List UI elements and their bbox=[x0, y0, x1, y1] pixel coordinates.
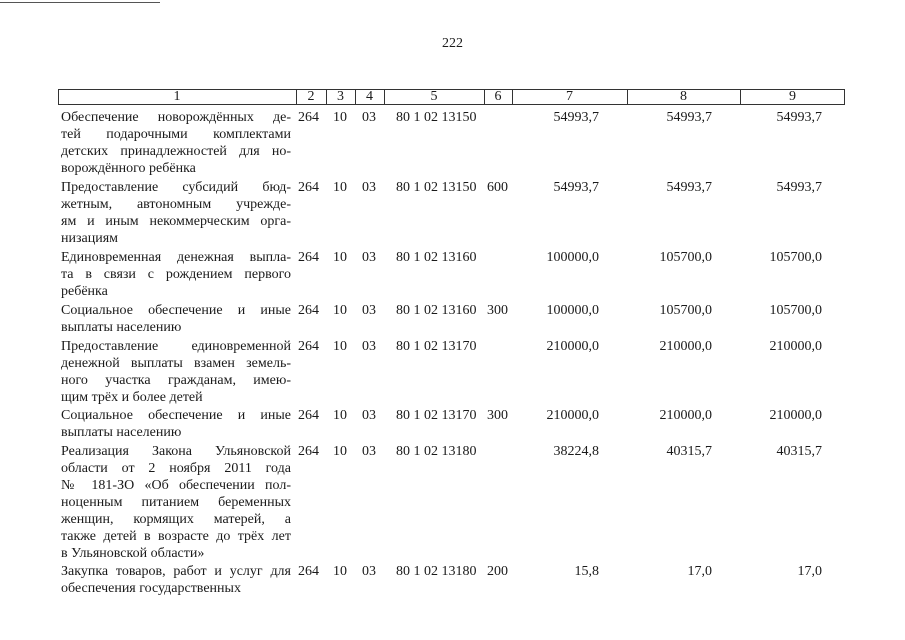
description-line: в Ульяновской области» bbox=[61, 546, 205, 561]
row-description bbox=[61, 179, 291, 247]
cell-c9: 17,0 bbox=[797, 564, 822, 579]
cell-c4: 03 bbox=[362, 444, 376, 459]
cell-c8: 105700,0 bbox=[659, 303, 712, 318]
cell-c8: 17,0 bbox=[687, 564, 712, 579]
header-cell-2: 2 bbox=[307, 89, 315, 104]
description-line: ям и иным некоммерческим орга- bbox=[61, 214, 291, 229]
header-cell-5: 5 bbox=[430, 89, 438, 104]
cell-c3: 10 bbox=[333, 303, 347, 318]
description-line: Социальное обеспечение и иные bbox=[61, 303, 291, 318]
cell-c2: 264 bbox=[298, 408, 319, 423]
description-line: щим трёх и более детей bbox=[61, 390, 203, 405]
cell-c7: 210000,0 bbox=[546, 339, 599, 354]
cell-c8: 210000,0 bbox=[659, 339, 712, 354]
row-description bbox=[61, 563, 291, 597]
cell-c3: 10 bbox=[333, 110, 347, 125]
description-line: ного участка гражданам, имею- bbox=[61, 373, 291, 388]
cell-c7: 38224,8 bbox=[553, 444, 599, 459]
cell-c8: 210000,0 bbox=[659, 408, 712, 423]
cell-c9: 54993,7 bbox=[776, 110, 822, 125]
cell-c5: 80 1 02 13160 bbox=[396, 250, 477, 265]
cell-c2: 264 bbox=[298, 564, 319, 579]
row-description bbox=[61, 407, 291, 441]
cell-c2: 264 bbox=[298, 250, 319, 265]
cell-c4: 03 bbox=[362, 180, 376, 195]
row-description bbox=[61, 302, 291, 336]
description-line: Предоставление субсидий бюд- bbox=[61, 180, 291, 195]
cell-c3: 10 bbox=[333, 339, 347, 354]
row-description bbox=[61, 249, 291, 300]
row-description bbox=[61, 109, 291, 177]
cell-c4: 03 bbox=[362, 110, 376, 125]
cell-c9: 105700,0 bbox=[769, 250, 822, 265]
cell-c7: 54993,7 bbox=[553, 180, 599, 195]
row-description bbox=[61, 338, 291, 406]
description-line: Социальное обеспечение и иные bbox=[61, 408, 291, 423]
description-line: ноценным питанием беременных bbox=[61, 495, 291, 510]
header-cell-9: 9 bbox=[789, 89, 796, 104]
cell-c9: 54993,7 bbox=[776, 180, 822, 195]
header-cell-6: 6 bbox=[494, 89, 502, 104]
cell-c9: 210000,0 bbox=[769, 408, 822, 423]
cell-c3: 10 bbox=[333, 180, 347, 195]
description-line: денежной выплаты взамен земель- bbox=[61, 356, 291, 371]
cell-c7: 100000,0 bbox=[546, 250, 599, 265]
cell-c5: 80 1 02 13170 bbox=[396, 408, 477, 423]
header-cell-1: 1 bbox=[173, 89, 181, 104]
cell-c3: 10 bbox=[333, 250, 347, 265]
header-cell-4: 4 bbox=[366, 89, 373, 104]
cell-c7: 210000,0 bbox=[546, 408, 599, 423]
cell-c5: 80 1 02 13170 bbox=[396, 339, 477, 354]
cell-c2: 264 bbox=[298, 303, 319, 318]
cell-c2: 264 bbox=[298, 339, 319, 354]
description-line: области от 2 ноября 2011 года bbox=[61, 461, 291, 476]
header-cell-7: 7 bbox=[566, 89, 573, 104]
cell-c6: 200 bbox=[487, 564, 508, 579]
description-line: выплаты населению bbox=[61, 320, 182, 335]
description-line: низациям bbox=[61, 231, 119, 246]
cell-c8: 54993,7 bbox=[666, 180, 712, 195]
cell-c5: 80 1 02 13150 bbox=[396, 110, 477, 125]
cell-c4: 03 bbox=[362, 303, 376, 318]
cell-c8: 105700,0 bbox=[659, 250, 712, 265]
cell-c6: 300 bbox=[487, 303, 508, 318]
header-cell-3: 3 bbox=[337, 89, 344, 104]
cell-c5: 80 1 02 13180 bbox=[396, 444, 477, 459]
description-line: обеспечения государственных bbox=[61, 581, 241, 596]
top-rule bbox=[0, 2, 160, 3]
cell-c3: 10 bbox=[333, 408, 347, 423]
cell-c2: 264 bbox=[298, 180, 319, 195]
cell-c8: 40315,7 bbox=[666, 444, 712, 459]
description-line: также детей в возрасте до трёх лет bbox=[61, 529, 291, 544]
description-line: Реализация Закона Ульяновской bbox=[61, 444, 291, 459]
cell-c4: 03 bbox=[362, 564, 376, 579]
description-line: ворождённого ребёнка bbox=[61, 161, 196, 176]
description-line: Единовременная денежная выпла- bbox=[61, 250, 291, 265]
cell-c2: 264 bbox=[298, 110, 319, 125]
cell-c9: 210000,0 bbox=[769, 339, 822, 354]
description-line: женщин, кормящих матерей, а bbox=[61, 512, 291, 527]
cell-c3: 10 bbox=[333, 444, 347, 459]
description-line: та в связи с рождением первого bbox=[61, 267, 291, 282]
cell-c4: 03 bbox=[362, 408, 376, 423]
cell-c8: 54993,7 bbox=[666, 110, 712, 125]
cell-c5: 80 1 02 13180 bbox=[396, 564, 477, 579]
description-line: Обеспечение новорождённых де- bbox=[61, 110, 291, 125]
description-line: ребёнка bbox=[61, 284, 108, 299]
description-line: № 181-ЗО «Об обеспечении пол- bbox=[61, 478, 291, 493]
header-cell-8: 8 bbox=[680, 89, 687, 104]
cell-c5: 80 1 02 13160 bbox=[396, 303, 477, 318]
cell-c4: 03 bbox=[362, 250, 376, 265]
description-line: Предоставление единовременной bbox=[61, 339, 291, 354]
cell-c5: 80 1 02 13150 bbox=[396, 180, 477, 195]
description-line: детских принадлежностей для но- bbox=[61, 144, 291, 159]
cell-c7: 15,8 bbox=[574, 564, 599, 579]
description-line: Закупка товаров, работ и услуг для bbox=[61, 564, 291, 579]
cell-c7: 54993,7 bbox=[553, 110, 599, 125]
description-line: жетным, автономным учрежде- bbox=[61, 197, 291, 212]
cell-c2: 264 bbox=[298, 444, 319, 459]
cell-c9: 105700,0 bbox=[769, 303, 822, 318]
page-number: 222 bbox=[442, 36, 463, 51]
description-line: выплаты населению bbox=[61, 425, 182, 440]
cell-c6: 300 bbox=[487, 408, 508, 423]
cell-c4: 03 bbox=[362, 339, 376, 354]
cell-c3: 10 bbox=[333, 564, 347, 579]
row-description bbox=[61, 443, 291, 562]
cell-c6: 600 bbox=[487, 180, 508, 195]
cell-c9: 40315,7 bbox=[776, 444, 822, 459]
description-line: тей подарочными комплектами bbox=[61, 127, 291, 142]
cell-c7: 100000,0 bbox=[546, 303, 599, 318]
